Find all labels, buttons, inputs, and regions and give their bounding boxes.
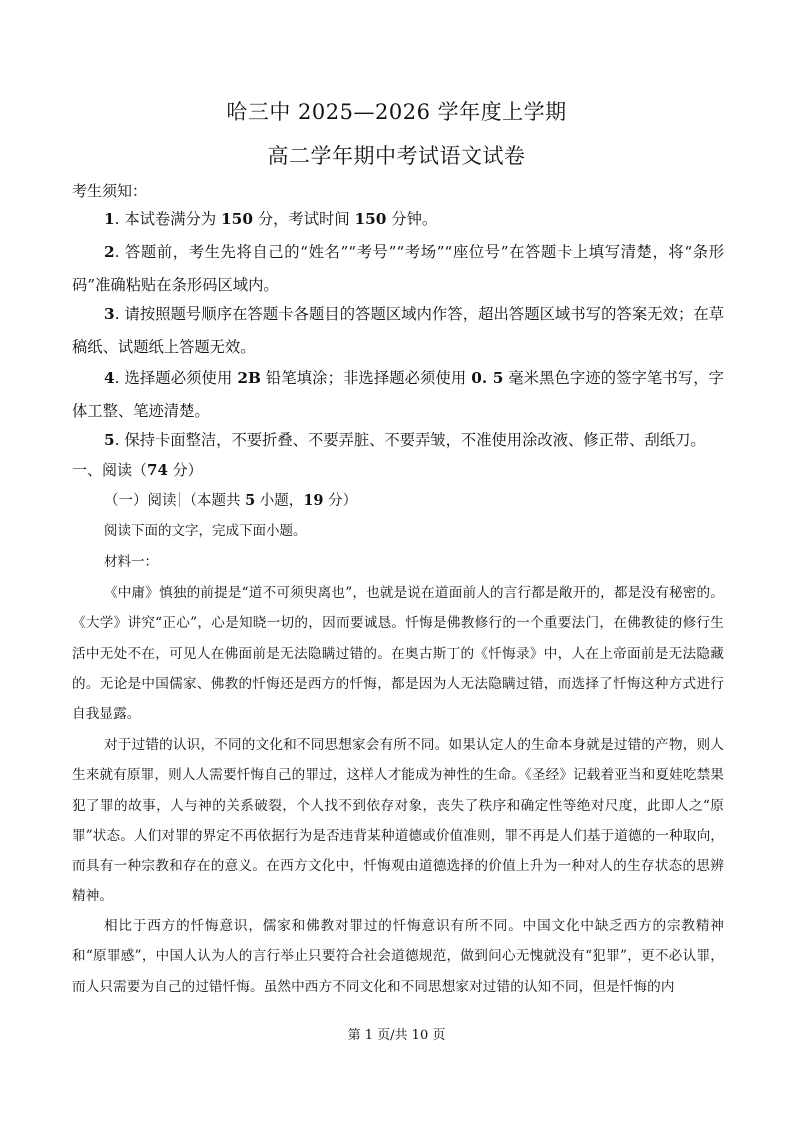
subsection-heading-text-a: （一）阅读 (104, 493, 177, 509)
exam-time-value: 150 (354, 210, 387, 228)
material-paragraph-2: 对于过错的认识，不同的文化和不同思想家会有所不同。如果认定人的生命本身就是过错的产物，则人生来就有原罪，则人人需要忏悔自己的罪过，这样人才能成为神性的生命。《圣经》记载着亚当和夏娃吃禁果犯了罪的故事，人与神的关系破裂，个人找不到依存对象，丧失了秩序和确定性等绝对尺度，此即人之“原罪”状态。人们对罪的界定不再依据行为是否违背某种道德或价值准则，罪不再是人们基于道德的一种取向，而具有一种宗教和存在的意义。在西方文化中，忏悔观由道德选择的价值上升为一种对人的生存状态的思辨精神。 (72, 737, 724, 905)
material-paragraph-3: 相比于西方的忏悔意识，儒家和佛教对罪过的忏悔意识有所不同。中国文化中缺乏西方的宗教精神和“原罪感”，中国人认为人的言行举止只要符合社会道德规范，做到问心无愧就没有“犯罪”，更不必认罪，而人只需要为自己的过错忏悔。虽然中西方不同文化和不同思想家对过错的认知不同，但是忏悔的内 (72, 918, 724, 995)
notice-item-1-number: 1 (104, 210, 115, 228)
notice-item-2-text: . 答题前，考生先将自己的“姓名”“考号”“考场”“座位号”在答题卡上填写清楚，将“条形码”准确粘贴在条形码区域内。 (72, 243, 724, 294)
question-count: 5 (245, 492, 256, 509)
notice-item-4 (72, 362, 724, 428)
notice-item-1-text-c: 分钟。 (386, 210, 438, 228)
notice-item-5-number: 5 (104, 431, 115, 449)
subsection-heading-text-d: 分） (323, 493, 358, 509)
notice-item-4-text-b: 铅笔填涂；非选择题必须使用 (260, 369, 472, 387)
subsection-heading-text-b: （本题共 (182, 493, 246, 509)
text-cursor (179, 492, 180, 507)
material-paragraph-1: 《中庸》慎独的前提是“道不可须臾离也”，也就是说在道面前人的言行都是敞开的，都是没有秘密的。《大学》讲究“正心”，心是知晓一切的，因而要诚恳。忏悔是佛教修行的一个重要法门，在佛教徒的修行生活中无处不在，可见人在佛面前是无法隐瞒过错的。在奥古斯丁的《忏悔录》中，人在上帝面前是无法隐藏的。无论是中国儒家、佛教的忏悔还是西方的忏悔，都是因为人无法隐瞒过错，而选择了忏悔这种方式进行自我显露。 (72, 585, 724, 723)
pen-width: 0. 5 (471, 369, 504, 387)
full-score-value: 150 (221, 210, 253, 228)
notice-item-4-text-a: . 选择题必须使用 (114, 369, 238, 387)
notice-item-3 (72, 298, 724, 364)
notice-item-2 (72, 236, 724, 302)
notice-item-3-number: 3 (104, 305, 115, 323)
section-score: 74 (147, 461, 168, 479)
notice-item-5 (72, 424, 724, 457)
reading-instruction: 阅读下面的文字，完成下面小题。 (104, 523, 307, 539)
exam-title-subject: 高二学年期中考试语文试卷 (267, 144, 526, 168)
notice-item-3-text: . 请按照题号顺序在答题卡各题目的答题区域内作答，超出答题区域书写的答案无效；在草稿纸、试题纸上答题无效。 (72, 305, 724, 356)
exam-title-school-term: 哈三中 2025—2026 学年度上学期 (226, 100, 567, 124)
material-label: 材料一： (104, 554, 158, 570)
notice-item-1-text-a: . 本试卷满分为 (114, 210, 222, 228)
notice-item-1-text-b: 分，考试时间 (252, 210, 355, 228)
subsection-score: 19 (303, 492, 324, 509)
notice-item-4-text-c: 毫米黑色字迹的签字笔书写，字体工整、笔迹清楚。 (72, 369, 724, 420)
section-heading-reading (72, 456, 203, 484)
subsection-heading-text-c: 小题， (255, 493, 304, 509)
pencil-type: 2B (237, 369, 261, 387)
notice-item-2-number: 2 (104, 243, 115, 261)
page-footer: 第 1 页/共 10 页 (347, 1028, 446, 1043)
notice-item-1 (72, 203, 724, 236)
subsection-heading (104, 487, 357, 515)
section-heading-text-a: 一、阅读（ (72, 461, 148, 479)
notice-item-5-text: . 保持卡面整洁，不要折叠、不要弄脏、不要弄皱，不准使用涂改液、修正带、刮纸刀。 (114, 431, 706, 449)
notice-heading: 考生须知： (72, 182, 148, 200)
notice-item-4-number: 4 (104, 369, 115, 387)
section-heading-text-b: 分） (167, 461, 203, 479)
